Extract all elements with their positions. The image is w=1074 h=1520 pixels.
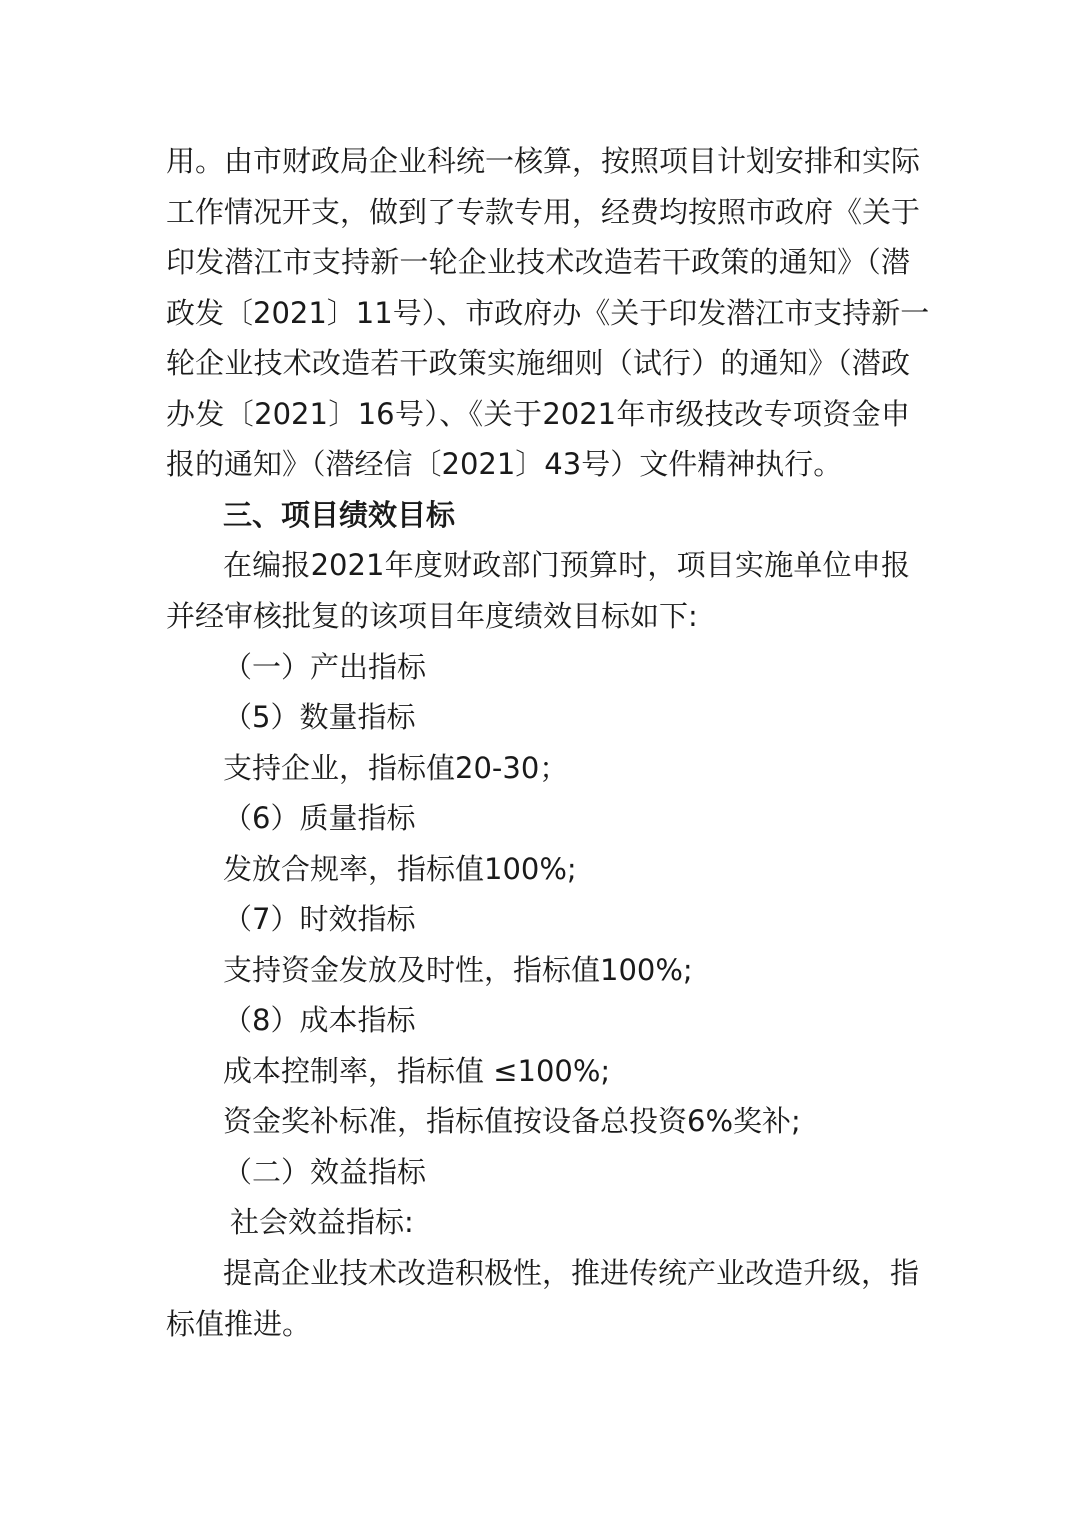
intro-line: 并经审核批复的该项目年度绩效目标如下: bbox=[166, 599, 698, 633]
paragraph-line: 轮企业技术改造若干政策实施细则（试行）的通知》（潜政 bbox=[166, 346, 910, 380]
cost-indicators-heading: （8）成本指标 bbox=[223, 1003, 416, 1037]
social-benefit-item: 标值推进。 bbox=[166, 1307, 312, 1341]
timeliness-indicators-heading: （7）时效指标 bbox=[223, 902, 416, 936]
cost-indicator-item: 资金奖补标准，指标值按设备总投资6%奖补; bbox=[223, 1104, 801, 1138]
paragraph-line: 印发潜江市支持新一轮企业技术改造若干政策的通知》（潜 bbox=[166, 245, 910, 279]
quantity-indicators-heading: （5）数量指标 bbox=[223, 700, 416, 734]
social-benefit-heading: 社会效益指标: bbox=[230, 1205, 414, 1239]
quality-indicators-heading: （6）质量指标 bbox=[223, 801, 416, 835]
paragraph-line: 政发〔2021〕11号）、市政府办《关于印发潜江市支持新一 bbox=[166, 296, 930, 330]
paragraph-line: 用。由市财政局企业科统一核算，按照项目计划安排和实际 bbox=[166, 144, 921, 178]
paragraph-line: 工作情况开支，做到了专款专用，经费均按照市政府《关于 bbox=[166, 195, 921, 229]
quantity-indicator-item: 支持企业，指标值20-30； bbox=[223, 751, 569, 785]
cost-indicator-item: 成本控制率，指标值 ≤100%; bbox=[223, 1054, 611, 1088]
timeliness-indicator-item: 支持资金发放及时性，指标值100%; bbox=[223, 953, 693, 987]
benefit-indicators-heading: （二）效益指标 bbox=[223, 1155, 427, 1189]
paragraph-line: 办发〔2021〕16号）、《关于2021年市级技改专项资金申 bbox=[166, 397, 910, 431]
paragraph-line: 报的通知》（潜经信〔2021〕43号）文件精神执行。 bbox=[166, 447, 843, 481]
output-indicators-heading: （一）产出指标 bbox=[223, 650, 427, 684]
intro-line: 在编报2021年度财政部门预算时，项目实施单位申报 bbox=[223, 548, 910, 582]
quality-indicator-item: 发放合规率，指标值100%; bbox=[223, 852, 577, 886]
section-heading: 三、项目绩效目标 bbox=[223, 498, 456, 532]
social-benefit-item: 提高企业技术改造积极性，推进传统产业改造升级，指 bbox=[223, 1256, 920, 1290]
